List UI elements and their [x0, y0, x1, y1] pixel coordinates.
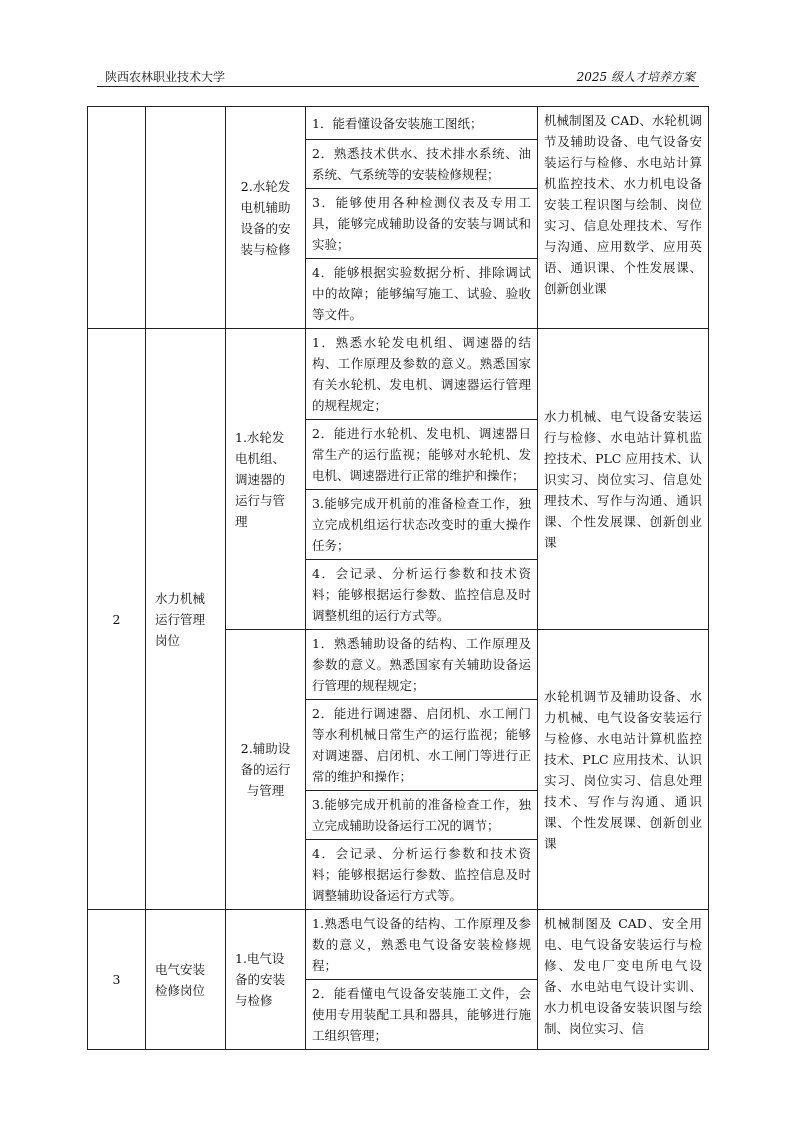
- task-cell: 1.电气设备的安装与检修: [226, 910, 306, 1050]
- page-header: [97, 64, 699, 87]
- ability-item: 2．能进行调速器、启闭机、水工闸门等水利机械日常生产的运行监视；能够对调速器、启闭机、水工闸门等进行正常的维护和操作；: [306, 700, 538, 791]
- ability-item: 2．能进行水轮机、发电机、调速器日常生产的运行监视；能够对水轮机、发电机、调速器进行正常的维护和操作；: [306, 420, 538, 490]
- ability-item: 2．能看懂电气设备安装施工文件，会使用专用装配工具和器具，能够进行施工组织管理；: [306, 980, 538, 1050]
- post-name-cell: 水力机械运行管理岗位: [146, 329, 226, 910]
- ability-item: 3．能够使用各种检测仪表及专用工具，能够完成辅助设备的安装与调试和实验；: [306, 189, 538, 259]
- ability-item: 3.能够完成开机前的准备检查工作，独立完成机组运行状态改变时的重大操作任务；: [306, 490, 538, 560]
- courses-cell: 水力机械、电气设备安装运行与检修、水电站计算机监控技术、PLC 应用技术、认识实习、岗位实习、信息处理技术、写作与沟通、通识课、个性发展课、创新创业课: [538, 329, 709, 630]
- courses-cell: 机械制图及 CAD、安全用电、电气设备安装运行与检修、发电厂变电所电气设备、水电站电气设计实训、水力机电设备安装识图与绘制、岗位实习、信: [538, 910, 709, 1050]
- ability-item: 4．会记录、分析运行参数和技术资料；能够根据运行参数、监控信息及时调整辅助设备运行方式等。: [306, 840, 538, 910]
- table-row: [88, 910, 709, 980]
- ability-item: 1．熟悉辅助设备的结构、工作原理及参数的意义。熟悉国家有关辅助设备运行管理的规程规定；: [306, 630, 538, 700]
- table-row: [88, 107, 709, 140]
- ability-item: 3.能够完成开机前的准备检查工作，独立完成辅助设备运行工况的调节；: [306, 791, 538, 840]
- training-plan-table: [87, 106, 709, 1050]
- header-document-title: 2025 级人才培养方案: [576, 70, 695, 84]
- task-cell: 2.水轮发电机辅助设备的安装与检修: [226, 107, 306, 329]
- post-number-cell: [88, 107, 146, 329]
- courses-cell: 机械制图及 CAD、水轮机调节及辅助设备、电气设备安装运行与检修、水电站计算机监控技术、水力机电设备安装工程识图与绘制、岗位实习、信息处理技术、写作与沟通、应用数学、应用英语、通识课、个性发展课、创新创业课: [538, 107, 709, 329]
- post-name-cell: [146, 107, 226, 329]
- task-cell: 2.辅助设备的运行与管理: [226, 630, 306, 910]
- post-number-cell: 3: [88, 910, 146, 1050]
- task-cell: 1.水轮发电机组、调速器的运行与管理: [226, 329, 306, 630]
- ability-item: 1.熟悉电气设备的结构、工作原理及参数的意义，熟悉电气设备安装检修规程；: [306, 910, 538, 980]
- post-number-cell: 2: [88, 329, 146, 910]
- ability-item: 4．会记录、分析运行参数和技术资料；能够根据运行参数、监控信息及时调整机组的运行方式等。: [306, 560, 538, 630]
- ability-item: 4．能够根据实验数据分析、排除调试中的故障；能够编写施工、试验、验收等文件。: [306, 259, 538, 329]
- ability-item: 1．能看懂设备安装施工图纸；: [306, 107, 538, 140]
- courses-cell: 水轮机调节及辅助设备、水力机械、电气设备安装运行与检修、水电站计算机监控技术、PLC 应用技术、认识实习、岗位实习、信息处理技术、写作与沟通、通识课、个性发展课、创新创业课: [538, 630, 709, 910]
- post-name-cell: 电气安装检修岗位: [146, 910, 226, 1050]
- ability-item: 1．熟悉水轮发电机组、调速器的结构、工作原理及参数的意义。熟悉国家有关水轮机、发电机、调速器运行管理的规程规定；: [306, 329, 538, 420]
- header-school-name: 陕西农林职业技术大学: [105, 70, 226, 84]
- ability-item: 2．熟悉技术供水、技术排水系统、油系统、气系统等的安装检修规程；: [306, 140, 538, 189]
- table-row: [88, 329, 709, 420]
